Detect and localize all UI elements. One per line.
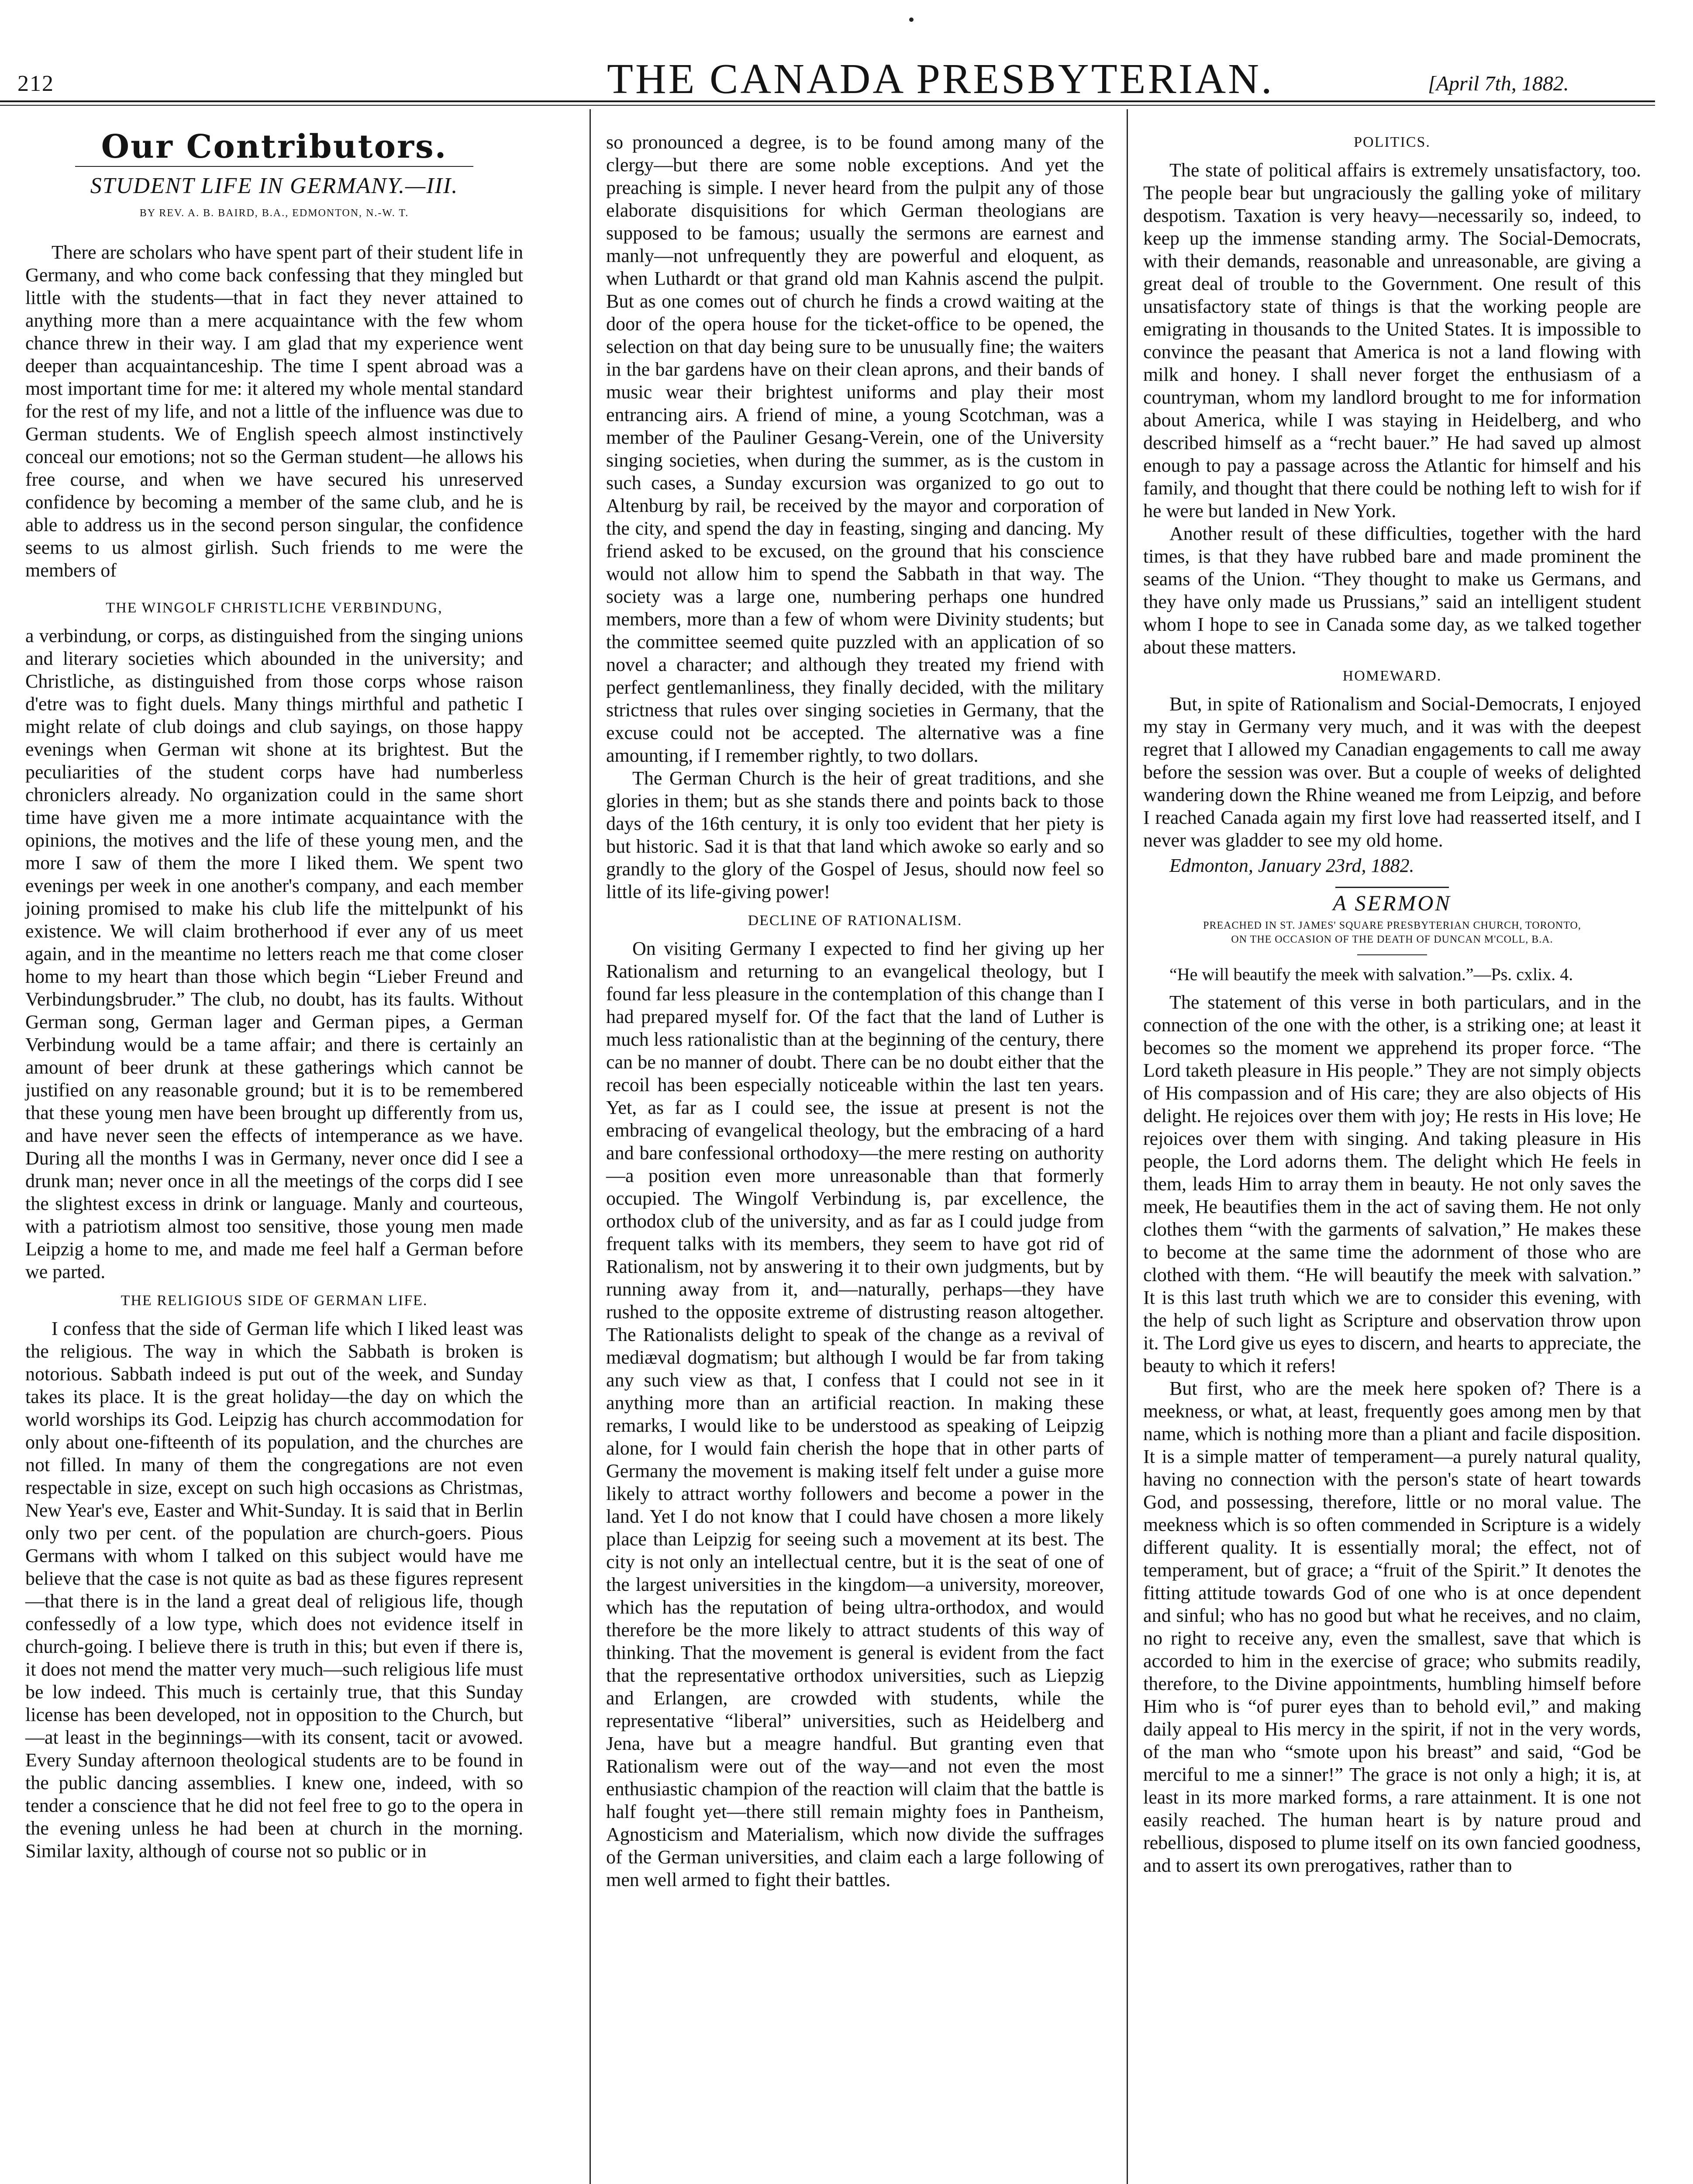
running-head [0, 52, 1693, 103]
page-number: 212 [17, 71, 54, 96]
printer-mark [909, 17, 914, 22]
column-2 [606, 131, 1104, 1891]
sermon-note [1143, 919, 1641, 947]
subhead-wingolf: THE WINGOLF CHRISTLICHE VERBINDUNG, [106, 600, 443, 616]
sermon-note-line: ON THE OCCASION OF THE DEATH OF DUNCAN M'COLL, B.A. [1231, 934, 1553, 945]
subhead-homeward: HOMEWARD. [1342, 668, 1442, 684]
article-title: STUDENT LIFE IN GERMANY.—III. [90, 173, 459, 198]
paragraph: so pronounced a degree, is to be found among many of the clergy—but there are some noble exceptions. And yet the preaching is simple. I never heard from the pulpit any of those elaborate disquisitions for which German theologians are supposed to be famous; usually the sermons are earnest and manly—not unfrequently they are powerful and eloquent, as when Luthardt or that grand old man Kahnis ascend the pulpit. But as one comes out of church he finds a crowd waiting at the door of the opera house for the ticket-office to be opened, the selection on that day being sure to be unusually fine; the waiters in the bar gardens have on their clean aprons, and their bands of music wear their brightest uniforms and play their most entrancing airs. A friend of mine, a young Scotchman, was a member of the Pauliner Gesang-Verein, one of the University singing societies, when during the summer, as is the custom in such cases, a Sunday excursion was organized to go out to Altenburg by rail, be received by the mayor and corporation of the city, and spend the day in feasting, singing and dancing. My friend asked to be excused, on the ground that his conscience would not allow him to spend the Sabbath in that way. The society was a large one, numbering perhaps one hundred members, more than a few of whom were Divinity students; but the committee seemed quite puzzled with an application of so novel a character; and although they treated my friend with perfect gentlemanliness, they finally decided, with the military strictness that rules over singing societies in Germany, that the excuse could not be accepted. The alternative was a fine amounting, if I remember rightly, to two dollars. [606, 131, 1104, 766]
paper-title: THE CANADA PRESBYTERIAN. [607, 55, 1274, 103]
subhead-religious-side: THE RELIGIOUS SIDE OF GERMAN LIFE. [121, 1292, 428, 1309]
paragraph: There are scholars who have spent part of their student life in Germany, and who come back confessing that they mingled but little with the students—that in fact they never attained to anything more than a mere acquaintance with the few whom chance threw in their way. I am glad that my experience went deeper than acquaintanceship. The time I spent abroad was a most important time for me: it altered my whole mental standard for the rest of my life, and not a little of the influence was due to German students. We of English speech almost instinctively conceal our emotions; not so the German student—he allows his free course, and when we have secured his unreserved confidence by becoming a member of the same club, and he is able to address us in the second person singular, the confidence seems to us almost girlish. Such friends to me were the members of [25, 242, 523, 581]
column-1 [25, 128, 523, 1863]
paragraph: The statement of this verse in both particulars, and in the connection of the one with the other, is a striking one; at least it becomes so the moment we apprehend its proper force. “The Lord taketh pleasure in His people.” They are not simply objects of His compassion and of His care; they are also objects of His delight. He rejoices over them with joy; He rests in His love; He rejoices over them with singing. And taking pleasure in His people, the Lord adorns them. The delight which He feels in them, leads Him to array them in beauty. He not only saves the meek, He beautifies them in the act of saving them. He not only clothes them “with the garments of salvation,” He makes these to become at the same time the adornment of those who are clothed with them. “He will beautify the meek with salvation.” It is this last truth which we are to consider this evening, with the help of such light as Scripture and observation throw upon it. The Lord give us eyes to discern, and hearts to appreciate, the beauty to which it refers! [1143, 992, 1641, 1376]
paragraph: Another result of these difficulties, together with the hard times, is that they have rubbed bare and made prominent the seams of the Union. “They thought to make us Germans, and they have only made us Prussians,” said an intelligent student whom I hope to see in Canada some day, as we talked together about these matters. [1143, 523, 1641, 658]
separator-rule [1335, 887, 1449, 888]
column-rule-1 [590, 109, 591, 2184]
paragraph: a verbindung, or corps, as distinguished from the singing unions and literary societies which abounded in the university; and Christliche, as distinguished from those corps whose raison d'etre was to fight duels. Many things mirthful and pathetic I might relate of club doings and club sayings, on those happy evenings when German wit shone at its brightest. But the peculiarities of the student corps have had numberless chroniclers already. No organization could in the same short time have given me a more intimate acquaintance with the opinions, the motives and the life of these young men, and the more I saw of them the more I liked them. We spent two evenings per week in one another's company, and each member joining promised to make his club life the mittelpunkt of his existence. We will claim brotherhood if ever any of us meet again, and in the meantime no letters reach me that come closer home to my heart than those which begin “Lieber Freund and Verbindungsbruder.” The club, no doubt, has its faults. Without German song, German lager and German pipes, a German Verbindung would be a tame affair; and there is certainly an amount of beer drunk at these gatherings which cannot be justified on any reasonable ground; but it is to be remembered that these young men have been brought up differently from us, and have never seen the effects of intemperance as we have. During all the months I was in Germany, never once did I see a drunk man; never once in all the meetings of the corps did I see the slightest excess in drink or language. Manly and courteous, with a patriotism almost too sensitive, those young men made Leipzig a home to me, and made me feel half a German before we parted. [25, 625, 523, 1282]
sermon-note-line: PREACHED IN ST. JAMES' SQUARE PRESBYTERIAN CHURCH, TORONTO, [1203, 920, 1581, 931]
subhead-politics: POLITICS. [1354, 134, 1431, 150]
banner-rule [75, 166, 473, 167]
subhead-rationalism: DECLINE OF RATIONALISM. [748, 912, 962, 929]
paragraph: The state of political affairs is extremely unsatisfactory, too. The people bear but ungraciously the galling yoke of military despotism. Taxation is very heavy—necessarily so, indeed, to keep up the immense standing army. The Social-Democrats, with their demands, reasonable and unreasonable, are giving a great deal of trouble to the Government. One result of this unsatisfactory state of things is that the working people are emigrating in thousands to the United States. It is impossible to convince the peasant that America is not a land flowing with milk and honey. I shall never forget the enthusiasm of a countryman, whom my landlord brought to me for information about America, while I was staying in Heidelberg, and who described himself as a “recht bauer.” He had saved up almost enough to pay a passage across the Atlantic for himself and his family, and thought that there could be nothing left to wish for if he were but landed in New York. [1143, 159, 1641, 522]
header-rule-thin [0, 105, 1655, 106]
header-rule [0, 100, 1655, 102]
paragraph: But, in spite of Rationalism and Social-Democrats, I enjoyed my stay in Germany very much, and it was with the deepest regret that I allowed my Canadian engagements to call me away before the session was over. But a couple of weeks of delighted wandering down the Rhine weaned me from Leipzig, and before I reached Canada again my first love had reasserted itself, and I never was gladder to see my old home. [1143, 693, 1641, 851]
article-signoff: Edmonton, January 23rd, 1882. [1169, 855, 1414, 876]
sermon-title: A SERMON [1333, 891, 1452, 915]
column-rule-2 [1127, 109, 1128, 2184]
paragraph: I confess that the side of German life which I liked least was the religious. The way in which the Sabbath is broken is notorious. Sabbath indeed is put out of the week, and Sunday takes its place. It is the great holiday—the day on which the world worships its God. Leipzig has church accommodation for only about one-fifteenth of its population, and the churches are not filled. In many of them the congregations are not even respectable in size, except on such high occasions as Christmas, New Year's eve, Easter and Whit-Sunday. It is said that in Berlin only two per cent. of the population are church-goers. Pious Germans with whom I talked on this subject would have me believe that the case is not quite as bad as these figures represent—that there is in the land a great deal of religious life, though confessedly of a low type, which does not evidence itself in church-going. I believe there is truth in this; but even if there is, it does not mend the matter very much—such religious life must be low indeed. This much is certainly true, that this Sunday license has been developed, not in opposition to the Church, but—at least in the beginnings—with its consent, tacit or avowed. Every Sunday afternoon theological students are to be found in the public dancing assemblies. I knew one, indeed, with so tender a conscience that he did not feel free to go to the opera in the evening unless he had been at church in the morning. Similar laxity, although of course not so public or in [25, 1318, 523, 1862]
issue-date: [April 7th, 1882. [1428, 72, 1569, 95]
section-banner: Our Contributors. [101, 128, 448, 166]
paragraph: On visiting Germany I expected to find her giving up her Rationalism and returning to an evangelical theology, but I found far less pleasure in the contemplation of this change than I had prepared myself for. Of the fact that the land of Luther is much less rationalistic than at the beginning of the century, there can be no manner of doubt. There can be no doubt either that the recoil has been especially noticeable within the last ten years. Yet, as far as I could see, the issue at present is not the embracing of evangelical theology, but the embracing of a hard and bare confessional orthodoxy—the mere resting on authority—a position even more unreasonable than that formerly occupied. The Wingolf Verbindung is, par excellence, the orthodox club of the university, and as far as I could judge from frequent talks with its members, they seem to have got rid of Rationalism, not by answering it to their own judgments, but by running away from it, and—naturally, perhaps—they have rushed to the opposite extreme of distrusting reason altogether. The Rationalists delight to speak of the change as a revival of mediæval dogmatism; but although I would be far from taking any such view as that, I confess that I could not see in it anything more than an artificial reaction. In making these remarks, I would like to be understood as speaking of Leipzig alone, for I would fain cherish the hope that in other parts of Germany the movement is making itself felt under a guise more likely to attract worthy followers and become a power in the land. Yet I do not know that I could have chosen a more likely place than Leipzig for seeing such a movement at its best. The city is not only an intellectual centre, but it is the seat of one of the largest universities in the kingdom—a university, moreover, which has the reputation of being ultra-orthodox, and would therefore be the more likely to attract students of this way of thinking. That the movement is general is evident from the fact that the representative orthodox universities, such as Liepzig and Erlangen, are crowded with students, while the representative “liberal” universities, such as Heidelberg and Jena, have but a meagre handful. But granting even that Rationalism were out of the way—and not even the most enthusiastic champion of the reaction will claim that the battle is half fought yet—there still remain mighty foes in Pantheism, Agnosticism and Materialism, which now divide the suffrages of the German universities, and claim each a large following of men well armed to fight their battles. [606, 938, 1104, 1890]
sermon-epigraph: “He will beautify the meek with salvation.”—Ps. cxlix. 4. [1169, 964, 1573, 984]
article-byline: BY REV. A. B. BAIRD, B.A., EDMONTON, N.-W. T. [139, 207, 409, 219]
paragraph: But first, who are the meek here spoken of? There is a meekness, or what, at least, frequently goes among men by that name, which is nothing more than a pliant and facile disposition. It is a simple matter of temperament—a purely natural quality, having no connection with the person's state of heart towards God, and possessing, therefore, little or no moral value. The meekness which is so often commended in Scripture is a widely different quality. It is essentially moral; the effect, not of temperament, but of grace; a “fruit of the Spirit.” It denotes the fitting attitude towards God of one who is at once dependent and sinful; who has no good but what he receives, and no claim, no right to receive any, even the smallest, save that which is accorded to him in the exercise of grace; who submits readily, therefore, to the Divine appointments, humbling himself before Him who is “of purer eyes than to behold evil,” and making daily appeal to His mercy in the spirit, if not in the very words, of the man who “smote upon his breast” and said, “God be merciful to me a sinner!” The grace is not only a high; it is, at least in its more marked forms, a rare attainment. It is one not easily reached. The human heart is by nature proud and rebellious, disposed to plume itself on its own fancied goodness, and to assert its own prerogatives, rather than to [1143, 1378, 1641, 1876]
paragraph: The German Church is the heir of great traditions, and she glories in them; but as she stands there and points back to those days of the 16th century, it is only too evident that her piety is but historic. Sad it is that that land which awoke so early and so grandly to the glory of the Gospel of Jesus, should now feel so little of its life-giving power! [606, 767, 1104, 902]
column-3 [1143, 131, 1641, 1877]
short-rule [1357, 954, 1427, 955]
